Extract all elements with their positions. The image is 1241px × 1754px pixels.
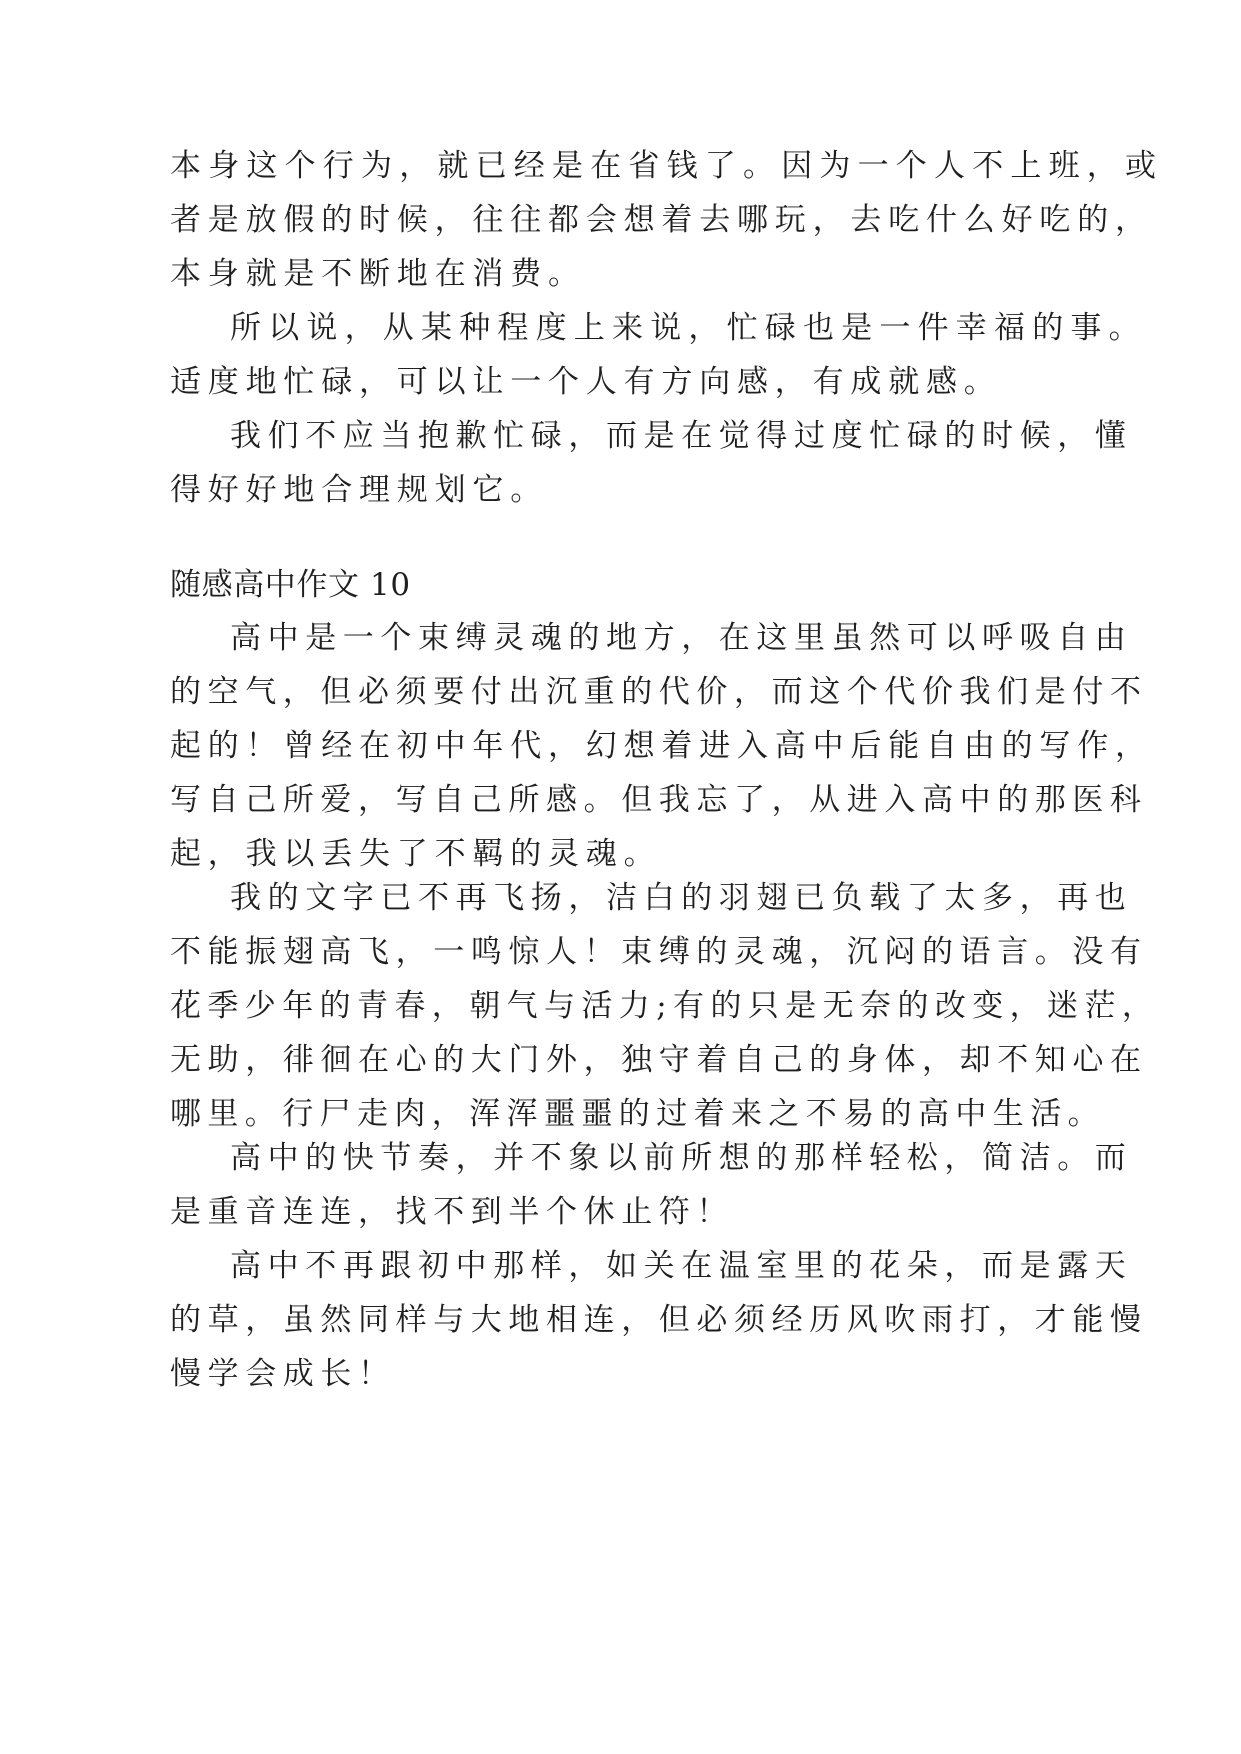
paragraph-line: 我们不应当抱歉忙碌，而是在觉得过度忙碌的时候，懂 <box>230 418 1133 454</box>
paragraph-line: 高中不再跟初中那样，如关在温室里的花朵，而是露天 <box>230 1248 1133 1284</box>
paragraph-line: 本身这个行为，就已经是在省钱了。因为一个人不上班，或 <box>170 148 1164 184</box>
paragraph-line: 高中的快节奏，并不象以前所想的那样轻松，简洁。而 <box>230 1140 1133 1176</box>
paragraph-line: 本身就是不断地在消费。 <box>170 256 586 292</box>
paragraph-line: 者是放假的时候，往往都会想着去哪玩，去吃什么好吃的， <box>170 202 1153 238</box>
paragraph-line: 适度地忙碌，可以让一个人有方向感，有成就感。 <box>170 364 1002 400</box>
paragraph-line: 是重音连连，找不到半个休止符！ <box>170 1194 734 1230</box>
section-heading: 随感高中作文 10 <box>170 567 411 603</box>
paragraph-line: 无助，徘徊在心的大门外，独守着自己的身体，却不知心在 <box>170 1042 1148 1078</box>
paragraph-line: 的空气，但必须要付出沉重的代价，而这个代价我们是付不 <box>170 674 1148 710</box>
paragraph-line: 我的文字已不再飞扬，洁白的羽翅已负载了太多，再也 <box>230 880 1133 916</box>
paragraph-line: 不能振翅高飞，一鸣惊人！束缚的灵魂，沉闷的语言。没有 <box>170 934 1148 970</box>
paragraph-line: 写自己所爱，写自己所感。但我忘了，从进入高中的那医科 <box>170 782 1148 818</box>
paragraph-line: 花季少年的青春，朝气与活力;有的只是无奈的改变，迷茫， <box>170 988 1160 1024</box>
paragraph-line: 高中是一个束缚灵魂的地方，在这里虽然可以呼吸自由 <box>230 620 1133 656</box>
paragraph-line: 哪里。行尸走肉，浑浑噩噩的过着来之不易的高中生活。 <box>170 1096 1105 1132</box>
paragraph-line: 起，我以丢失了不羁的灵魂。 <box>170 836 662 872</box>
paragraph-line: 慢学会成长！ <box>170 1356 396 1392</box>
paragraph-line: 所以说，从某种程度上来说，忙碌也是一件幸福的事。 <box>230 310 1147 346</box>
paragraph-line: 起的！曾经在初中年代，幻想着进入高中后能自由的写作， <box>170 728 1153 764</box>
paragraph-line: 得好好地合理规划它。 <box>170 472 548 508</box>
paragraph-line: 的草，虽然同样与大地相连，但必须经历风吹雨打，才能慢 <box>170 1302 1148 1338</box>
